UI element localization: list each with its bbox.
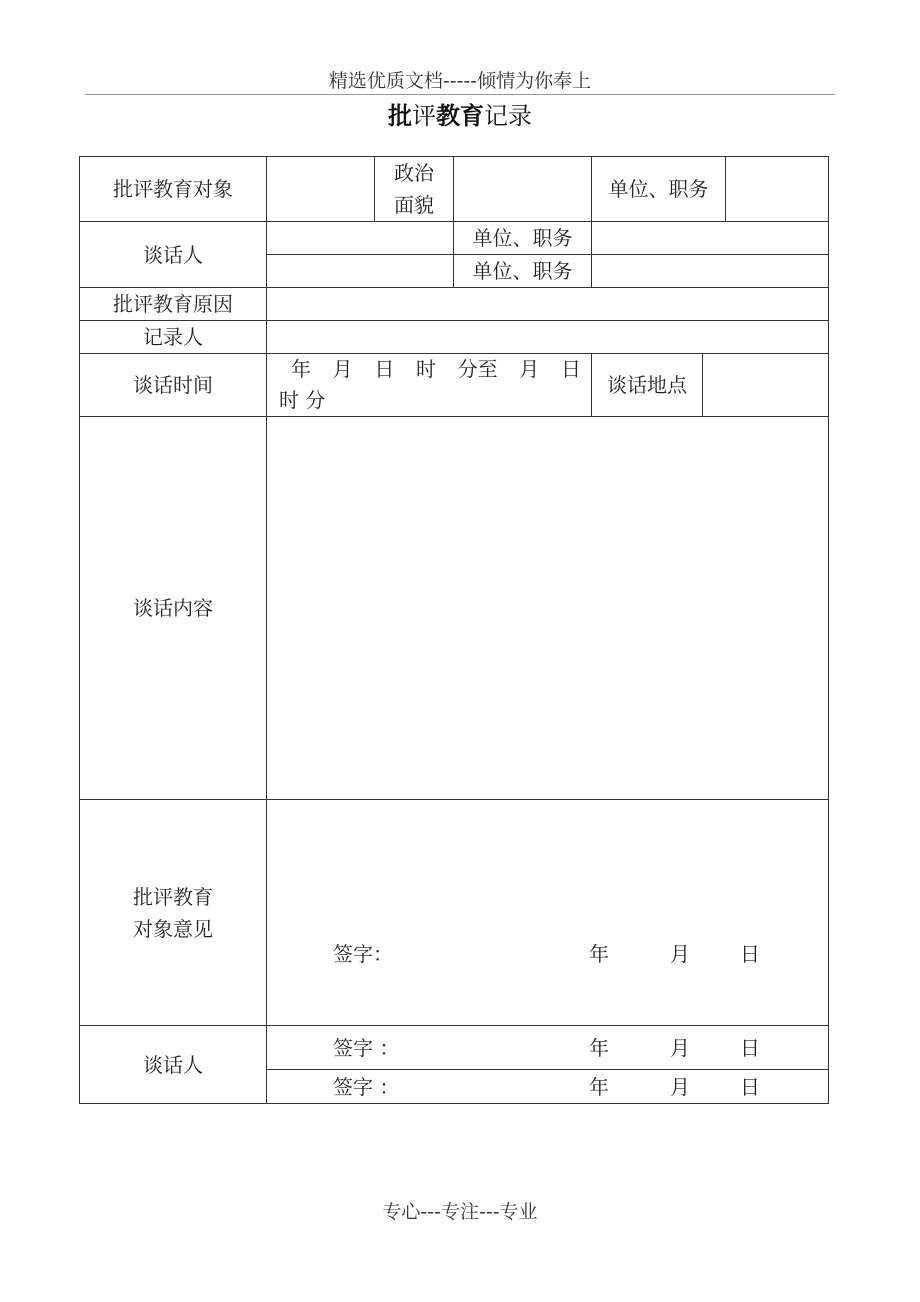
talker-1-name-field[interactable] <box>267 222 454 255</box>
content-label: 谈话内容 <box>80 417 267 800</box>
time-field[interactable] <box>267 354 592 417</box>
time-day: 日 <box>374 357 395 381</box>
record-form-table <box>79 156 829 1104</box>
time-line-1 <box>291 354 581 385</box>
time-year: 年 <box>291 357 311 381</box>
time-end-month: 月 <box>519 357 540 381</box>
talker-sign-2-month: 月 <box>670 1074 690 1099</box>
opinion-year: 年 <box>589 942 609 966</box>
opinion-label-line-2: 对象意见 <box>133 916 213 941</box>
talker-sign-1-day: 日 <box>740 1035 760 1060</box>
time-minute-to: 分至 <box>457 357 498 381</box>
recorder-label: 记录人 <box>80 321 267 354</box>
page-header: 精选优质文档-----倾情为你奉上 <box>328 70 592 92</box>
row-recorder <box>80 321 829 354</box>
subject-unit-label: 单位、职务 <box>592 157 726 222</box>
opinion-sign-line <box>267 938 828 970</box>
talker-sign-1-line <box>267 1032 828 1064</box>
talker-sign-2-label: 签字 ： <box>333 1074 400 1099</box>
row-content <box>80 417 829 800</box>
title-part-2: 评 <box>412 102 436 130</box>
opinion-month: 月 <box>670 942 690 966</box>
time-end-day: 日 <box>560 357 581 381</box>
talker-label: 谈话人 <box>80 222 267 288</box>
title-part-4: 记录 <box>484 102 532 130</box>
row-opinion <box>80 800 829 1026</box>
talker-sign-1-month: 月 <box>670 1035 690 1060</box>
political-status-field[interactable] <box>454 157 592 222</box>
title-part-3: 教育 <box>436 102 484 130</box>
place-label: 谈话地点 <box>592 354 703 417</box>
time-label: 谈话时间 <box>80 354 267 417</box>
opinion-field[interactable] <box>267 800 829 1026</box>
talker-1-unit-label: 单位、职务 <box>454 222 592 255</box>
talker-sign-1-year: 年 <box>589 1035 609 1060</box>
page-title <box>0 96 920 131</box>
row-subject <box>80 157 829 222</box>
row-time <box>80 354 829 417</box>
talker-2-unit-label: 单位、职务 <box>454 255 592 288</box>
political-status-label <box>375 157 454 222</box>
row-talker-sign-1 <box>80 1026 829 1070</box>
place-field[interactable] <box>703 354 829 417</box>
row-reason <box>80 288 829 321</box>
talker-sign-2-field[interactable] <box>267 1070 829 1104</box>
time-month: 月 <box>332 357 353 381</box>
opinion-day: 日 <box>740 942 760 966</box>
reason-label: 批评教育原因 <box>80 288 267 321</box>
recorder-field[interactable] <box>267 321 829 354</box>
talker-1-unit-field[interactable] <box>592 222 829 255</box>
row-talker-1 <box>80 222 829 255</box>
opinion-label-line-1: 批评教育 <box>133 884 213 909</box>
header-divider <box>85 94 835 95</box>
subject-unit-field[interactable] <box>726 157 829 222</box>
subject-label: 批评教育对象 <box>80 157 267 222</box>
talker-sign-2-day: 日 <box>740 1074 760 1099</box>
talker-sign-2-year: 年 <box>589 1074 609 1099</box>
talker-sign-2-line <box>267 1071 828 1103</box>
talker-2-name-field[interactable] <box>267 255 454 288</box>
time-line-2: 时 分 <box>279 388 326 412</box>
talker-sign-1-field[interactable] <box>267 1026 829 1070</box>
content-field[interactable] <box>267 417 829 800</box>
opinion-sign-label: 签字： <box>333 942 393 966</box>
page-footer: 专心---专注---专业 <box>382 1201 538 1223</box>
political-label-line-1: 政治 <box>394 161 434 185</box>
opinion-label <box>80 800 267 1026</box>
talker-sign-label: 谈话人 <box>80 1026 267 1104</box>
time-hour: 时 <box>415 357 436 381</box>
subject-value-field[interactable] <box>267 157 375 222</box>
talker-2-unit-field[interactable] <box>592 255 829 288</box>
political-label-line-2: 面貌 <box>394 193 434 217</box>
title-part-1: 批 <box>388 102 412 130</box>
reason-field[interactable] <box>267 288 829 321</box>
talker-sign-1-label: 签字 ： <box>333 1035 400 1060</box>
